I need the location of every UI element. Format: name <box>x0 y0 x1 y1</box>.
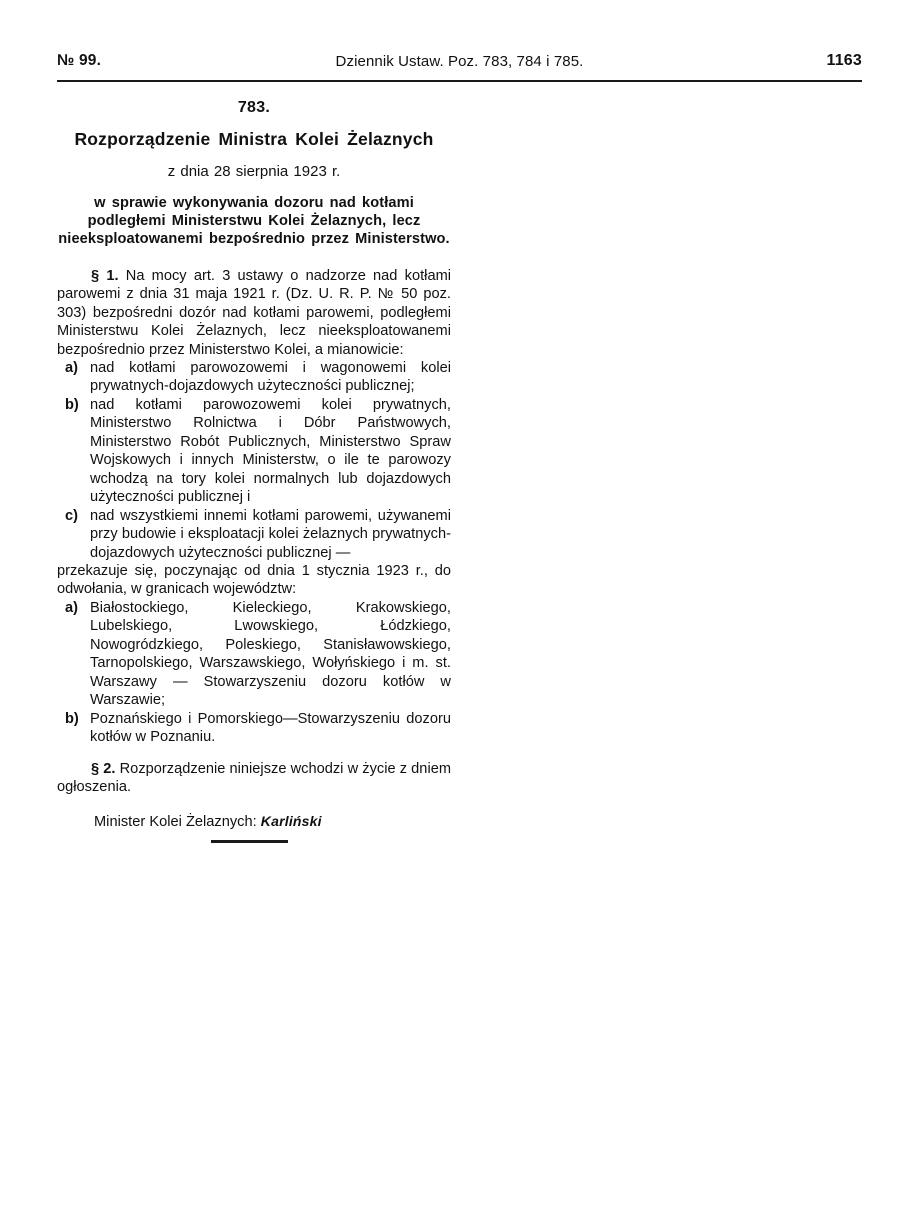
header-divider <box>57 80 862 82</box>
section-2 <box>57 760 451 797</box>
running-head <box>57 52 862 76</box>
journal-title: Dziennik Ustaw. Poz. 783, 784 i 785. <box>335 53 584 70</box>
act-number: 783. <box>237 99 271 116</box>
list-item-text: nad kotłami parowozowemi i wagonowemi kolei prywatnych-dojazdowych użyteczności publicznej; <box>90 360 451 395</box>
section-1-transfer-text: przekazuje się, poczynając od dnia 1 stycznia 1923 r., do odwołania, w granicach województw: <box>57 563 451 598</box>
list-item <box>57 710 451 747</box>
text-column <box>57 99 451 830</box>
act-subtitle: w sprawie wykonywania dozoru nad kotłami podległemi Ministerstwu Kolei Żelaznych, lecz nieeksploatowanemi bezpośrednio przez Ministerstwo. <box>58 194 450 248</box>
list-item-text: nad kotłami parowozowemi kolei prywatnych, Ministerstwo Rolnictwa i Dóbr Państwowych, Ministerstwo Robót Publicznych, Ministerstwo Spraw Wojskowych i innych Ministerstw, o ile te parowozy wchodzą na tory kolei normalnych lub dojazdowych użyteczności publicznej i <box>90 396 451 506</box>
signature-role: Minister Kolei Żelaznych: <box>94 814 257 831</box>
list-item-marker: a) <box>65 360 79 377</box>
section-1-item-list <box>57 359 451 562</box>
list-item <box>57 396 451 507</box>
act-title: Rozporządzenie Ministra Kolei Żelaznych <box>74 129 434 149</box>
section-2-text: Rozporządzenie niniejsze wchodzi w życie z dniem ogłoszenia. <box>57 760 452 795</box>
section-1-lead <box>57 267 451 359</box>
section-end-divider <box>211 840 288 843</box>
list-item-marker: a) <box>65 599 79 616</box>
list-item <box>57 599 451 710</box>
region-list <box>57 599 451 747</box>
issue-number: № 99. <box>57 52 102 69</box>
list-item-marker: c) <box>65 507 79 524</box>
signature-name: Karliński <box>260 813 322 830</box>
list-item-marker: b) <box>65 710 79 727</box>
list-item <box>57 507 451 562</box>
section-1-marker: § 1. <box>91 267 119 284</box>
section-2-marker: § 2. <box>91 760 116 777</box>
list-item-text: Białostockiego, Kieleckiego, Krakowskiego, Lubelskiego, Lwowskiego, Łódzkiego, Nowogródzkiego, Poleskiego, Stanisławowskiego, Tarnopolskiego, Warszawskiego, Wołyńskiego i m. st. Warszawy — Stowarzyszeniu dozoru kotłów w Warszawie; <box>90 599 451 709</box>
act-date: z dnia 28 sierpnia 1923 r. <box>167 162 341 180</box>
section-1-lead-text: Na mocy art. 3 ustawy o nadzorze nad kotłami parowemi z dnia 31 maja 1921 r. (Dz. U. R. P. № 50 poz. 303) bezpośredni dozór nad kotłami parowemi, podległemi Ministerstwu Kolei Żelaznych, lecz nieeksploatowanemi bezpośrednio przez Ministerstwo Kolei, a mianowicie: <box>57 267 452 358</box>
list-item <box>57 359 451 396</box>
list-item-text: nad wszystkiemi innemi kotłami parowemi, używanemi przy budowie i eksploatacji kolei żelaznych prywatnych-dojazdowych użyteczności publicznej — <box>90 507 451 561</box>
list-item-text: Poznańskiego i Pomorskiego—Stowarzyszeniu dozoru kotłów w Poznaniu. <box>90 710 451 746</box>
signature-line <box>57 813 451 830</box>
list-item-marker: b) <box>65 396 79 413</box>
page-number: 1163 <box>826 52 862 69</box>
